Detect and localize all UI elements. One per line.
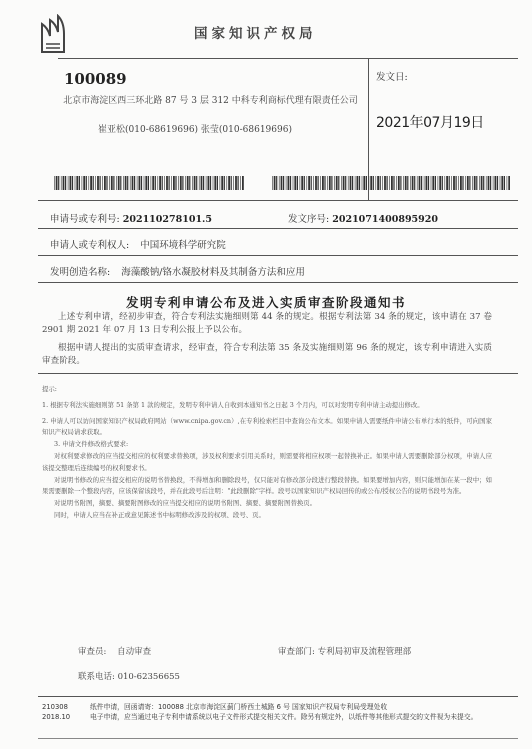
notice-paragraph-1: 上述专利申请，经初步审查，符合专利法实施细则第 44 条的规定。根据专利法第 34 条的规定，该申请在 37 卷 2901 期 2021 年 07 月 13 日专利公报上予以公布。 xyxy=(42,312,492,335)
footer-electronic-instructions: 电子申请，应当通过电子专利申请系统以电子文件形式提交相关文件。除另有规定外，以纸件等其他形式提交的文件视为未提交。 xyxy=(90,713,478,721)
applicant-row xyxy=(50,237,226,251)
invention-title: 海藻酸钠/铬水凝胶材料及其制备方法和应用 xyxy=(121,267,305,278)
barcode-left xyxy=(54,176,244,190)
recipient-address: 北京市海淀区西三环北路 87 号 3 层 312 中科专利商标代理有限责任公司 xyxy=(63,96,358,106)
notice-title: 发明专利申请公布及进入实质审查阶段通知书 xyxy=(125,295,406,310)
footer-rule xyxy=(38,696,518,697)
invention-row xyxy=(50,264,305,278)
tip-3a: 对权利要求修改的应当提交相应的权利要求替换项，涉及权利要求引用关系时，则需要将相应权项一起替换补正。如果申请人需要删除部分权项，申请人应该提交整理后连续编号的权利要求书。 xyxy=(42,451,492,472)
tip-3c: 对说明书附图，摘要、摘要附图修改的应当提交相应的说明书附图、摘要、摘要附图替换页。 xyxy=(54,499,317,508)
bottom-rule xyxy=(38,738,518,739)
postcode: 100089 xyxy=(64,70,127,88)
examiner: 自动审查 xyxy=(117,647,152,657)
tip-3: 3. 申请文件修改格式要求: xyxy=(54,440,129,449)
tips-section xyxy=(42,384,492,522)
department-label: 审查部门: xyxy=(278,647,315,657)
barcode-right xyxy=(272,176,510,190)
phone: 010-62356655 xyxy=(117,672,180,682)
application-number: 202110278101.5 xyxy=(122,214,212,225)
tip-2: 2. 申请人可以访问国家知识产权局政府网站（www.cnipa.gov.cn）,在专利检索栏目中查询公布文本。如果申请人需要纸件申请公布单行本的纸件，可向国家知识产权局请求获取。 xyxy=(42,416,492,437)
recipient-contact: 崔亚松(010-68619696) 张莹(010-68619696) xyxy=(98,125,292,135)
row-rule-1 xyxy=(38,228,518,229)
office-name: 国家知识产权局 xyxy=(194,26,317,42)
barcode-rule xyxy=(38,200,518,201)
send-date-label: 发文日: xyxy=(376,72,408,83)
phone-label: 联系电话: xyxy=(78,672,115,682)
tip-3d: 同时，申请人应当在补正或意见陈述书中标明修改涉及的权项、段号、页。 xyxy=(54,510,265,519)
tip-3b: 对说明书修改的应当提交相应的说明书替换段，不得增加和删除段号，仅只能对有修改部分段进行整段替换。如果要增加内容，则只能增加在某一段中；如果需要删除一个整段内容，应该保留该段号，并在此段号后注明："此段删除"字样。段号以国家知识产权局回传的或公布/授权公告的说明书段号为准。 xyxy=(42,475,492,496)
serial-number-row xyxy=(288,211,438,225)
header-rule xyxy=(58,58,518,59)
application-number-row xyxy=(50,211,212,225)
department: 专利局初审及流程管理部 xyxy=(317,647,412,657)
phone-row xyxy=(78,670,180,682)
form-code: 210308 xyxy=(42,703,68,711)
tips-heading: 提示: xyxy=(42,385,57,393)
cnipa-logo-icon xyxy=(38,14,68,54)
serial-number-label: 发文序号: xyxy=(288,214,330,225)
serial-number: 2021071400895920 xyxy=(332,214,438,225)
send-date: 2021年07月19日 xyxy=(376,115,484,131)
tip-1: 1. 根据专利法实施细则第 51 条第 1 款的规定，发明专利申请人自收到本通知书之日起 3 个月内，可以对发明专利申请主动提出修改。 xyxy=(42,400,424,409)
row-rule-2 xyxy=(38,255,518,256)
form-date: 2018.10 xyxy=(42,713,71,721)
invention-label: 发明创造名称: xyxy=(50,267,111,278)
applicant: 中国环境科学研究院 xyxy=(140,240,226,251)
application-number-label: 申请号或专利号: xyxy=(50,214,120,225)
examiner-row xyxy=(78,645,151,657)
row-rule-3 xyxy=(38,282,518,283)
department-row xyxy=(278,645,411,657)
examiner-label: 审查员: xyxy=(78,647,107,657)
tips-rule xyxy=(38,373,518,374)
notice-paragraph-2: 根据申请人提出的实质审查请求，经审查，符合专利法第 35 条及实施细则第 96 条的规定，该专利申请进入实质审查阶段。 xyxy=(42,343,492,366)
applicant-label: 申请人或专利权人: xyxy=(50,240,130,251)
footer-paper-instructions: 纸件申请，回函请寄：100088 北京市海淀区蓟门桥西土城路 6 号 国家知识产权局专利局受理处收 xyxy=(90,703,388,711)
